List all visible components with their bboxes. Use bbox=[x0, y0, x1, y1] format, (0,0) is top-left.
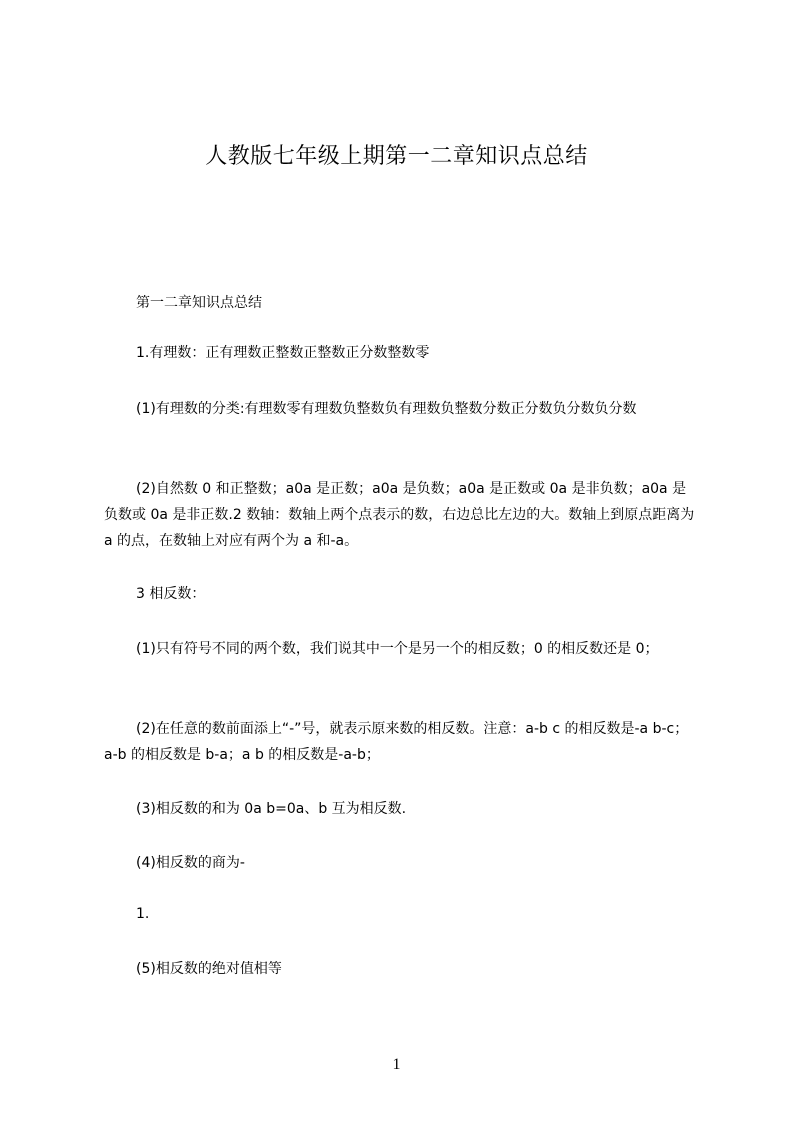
paragraph-rational-numbers: 1.有理数：正有理数正整数正整数正分数整数零 bbox=[136, 345, 430, 361]
paragraph-opposite-sign: (2)在任意的数前面添上“-”号，就表示原来数的相反数。注意：a-b c 的相反数是-a b-c；a-b 的相反数是 b-a；a b 的相反数是-a-b； bbox=[104, 721, 689, 763]
document-title: 人教版七年级上期第一二章知识点总结 bbox=[205, 144, 588, 169]
paragraph-chapter-heading: 第一二章知识点总结 bbox=[136, 295, 262, 311]
paragraph-opposite-numbers-heading: 3 相反数： bbox=[136, 586, 206, 602]
paragraph-opposite-quotient: (4)相反数的商为- bbox=[136, 855, 245, 871]
paragraph-quotient-value: 1. bbox=[136, 906, 150, 922]
page-number: 1 bbox=[392, 1056, 401, 1073]
paragraph-opposite-definition: (1)只有符号不同的两个数，我们说其中一个是另一个的相反数；0 的相反数还是 0； bbox=[136, 641, 659, 657]
paragraph-natural-numbers-number-line: (2)自然数 0 和正整数；a0a 是正数；a0a 是负数；a0a 是正数或 0a 是非负数；a0a 是负数或 0a 是非正数.2 数轴：数轴上两个点表示的数，右边总比左边的大。数轴上到原点距离为 a 的点，在数轴上对应有两个为 a 和-a。 bbox=[104, 481, 695, 549]
paragraph-rational-classification: (1)有理数的分类:有理数零有理数负整数负有理数负整数分数正分数负分数负分数 bbox=[136, 401, 637, 417]
paragraph-opposite-sum: (3)相反数的和为 0a b=0a、b 互为相反数. bbox=[136, 801, 407, 817]
paragraph-opposite-absolute: (5)相反数的绝对值相等 bbox=[136, 961, 282, 977]
